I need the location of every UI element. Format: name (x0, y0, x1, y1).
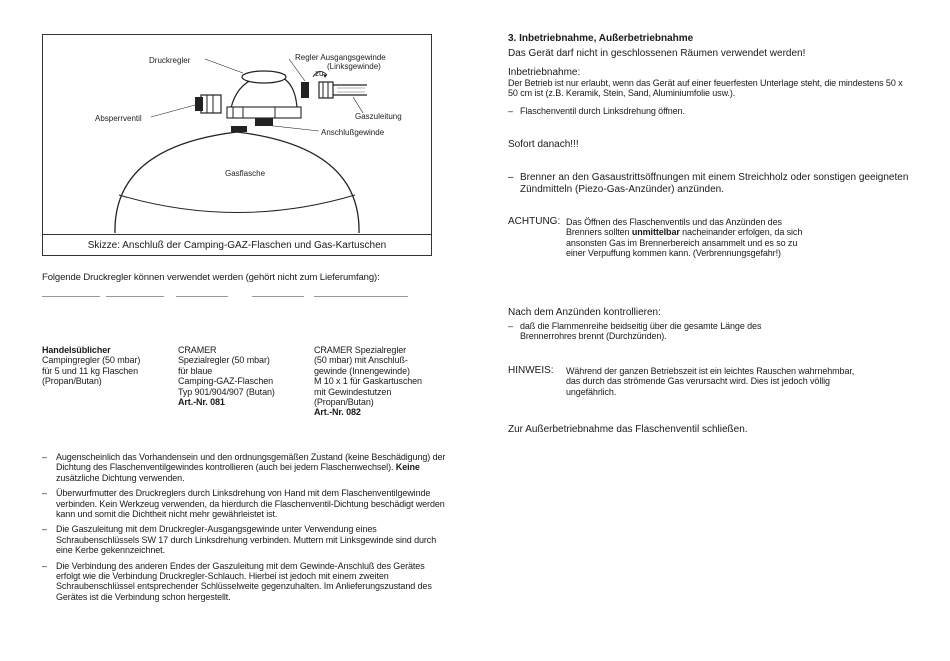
divider (106, 296, 164, 297)
article-number: Art.-Nr. 082 (314, 407, 361, 418)
closing-instruction: Zur Außerbetriebnahme das Flaschenventil schließen. (508, 424, 748, 435)
diagram-box (42, 34, 432, 256)
achtung-label: ACHTUNG: (508, 216, 561, 227)
subheading-kontrollieren: Nach dem Anzünden kontrollieren: (508, 307, 661, 318)
list-item: – Die Verbindung des anderen Endes der Gaszuleitung mit dem Gewinde-Anschluß des Gerätes erfolgt wie die Verbindung Druckregler-Schlauch. Hierbei ist jedoch mit einem zweiten Schraubenschlüssel entsprechender Schlüsselweite gegenzuhalten. Im Anlieferungszustand des Gerätes ist die Verbindung schon hergestellt. (42, 560, 432, 602)
regulator-line: (Propan/Butan) (314, 397, 374, 408)
regulator-cramer-082 (314, 345, 446, 418)
label-anschlussgewinde: Anschlußgewinde (321, 128, 385, 137)
divider (252, 296, 304, 297)
regulator-outlet-thread (301, 82, 309, 98)
divider (42, 296, 100, 297)
regulator-line: M 10 x 1 für Gaskartuschen (314, 376, 422, 387)
divider (176, 296, 228, 297)
article-number: Art.-Nr. 081 (178, 397, 225, 408)
gas-hose (333, 85, 367, 95)
achtung-text: Das Öffnen des Flaschenventils und das Anzünden des Brenners sollten unmittelbar nacheinander erfolgen, da sich ansonsten Gas im Brennerbereich ansammelt und es so zu einer Verpuffung kommen kann. (Verbrennungsgefahr!) (566, 217, 803, 259)
regulator-line: für 5 und 11 kg Flaschen (42, 365, 138, 376)
gas-bottle-outline (115, 132, 359, 233)
section-heading: 3. Inbetriebnahme, Außerbetriebnahme (508, 33, 694, 44)
label-gaszuleitung: Gaszuleitung (355, 112, 402, 121)
regulator-line: Spezialregler (50 mbar) (178, 355, 270, 366)
regulator-cramer-081 (178, 345, 310, 407)
regulator-line: (Propan/Butan) (42, 376, 102, 387)
label-absperrventil: Absperrventil (95, 114, 142, 123)
list-item: – Überwurfmutter des Druckreglers durch Linksdrehung von Hand mit dem Flaschenventilgewinde verbinden. Kein Werkzeug verwenden, da hierdurch die Flaschenventil-Dichtung beschädigt werden kann und somit die Dichtheit nicht mehr gewährleistet ist. (42, 488, 445, 520)
paragraph-surface: Der Betrieb ist nur erlaubt, wenn das Gerät auf einer feuerfesten Unterlage steht, die mindestens 50 x 50 cm ist (z.B. Keramik, Stein, Sand, Aluminiumfolie usw.). (508, 78, 903, 99)
label-gasflasche: Gasflasche (225, 169, 266, 178)
regulator-title: CRAMER Spezialregler (314, 345, 407, 355)
list-item: – Brenner an den Gasaustrittsöffnungen mit einem Streichholz oder sonstigen geeigneten Zündmitteln (Piezo-Gas-Anzünder) anzünden. (508, 172, 909, 195)
regulator-line: für blaue (178, 365, 213, 376)
diagram-caption: Skizze: Anschluß der Camping-GAZ-Flaschen und Gas-Kartuschen (43, 234, 431, 256)
warning-text: Das Gerät darf nicht in geschlossenen Räumen verwendet werden! (508, 48, 806, 59)
label-linksgewinde: (Linksgewinde) (327, 62, 381, 71)
label-regler-ausgangsgewinde: Regler Ausgangsgewinde (295, 53, 386, 62)
hinweis-label: HINWEIS: (508, 365, 554, 376)
gas-connection-diagram (43, 35, 431, 235)
hinweis-text: Während der ganzen Betriebszeit ist ein leichtes Rauschen wahrnehmbar, das durch das strömende Gas verursacht wird. Dies ist jedoch völlig ungefährlich. (566, 366, 855, 397)
divider (314, 296, 408, 297)
gas-bottle-curve (119, 195, 355, 213)
regulator-intro: Folgende Druckregler können verwendet werden (gehört nicht zum Lieferumfang): (42, 272, 380, 283)
connection-instructions (42, 452, 446, 607)
regulator-line: mit Gewindestutzen (314, 386, 392, 397)
bottle-valve (231, 126, 247, 132)
label-druckregler: Druckregler (149, 56, 191, 65)
regulator-standard (42, 345, 174, 387)
shutoff-valve (201, 95, 221, 113)
regulator-line: (50 mbar) mit Anschluß- (314, 355, 408, 366)
regulator-line: Camping-GAZ-Flaschen (178, 376, 274, 387)
list-item: – daß die Flammenreihe beidseitig über die gesamte Länge des Brennerrohres brennt (Durchzünden). (508, 321, 762, 342)
list-item: – Die Gaszuleitung mit dem Druckregler-Ausgangsgewinde unter Verwendung eines Schraubenschlüssels SW 17 durch Linksdrehung verbinden. Muttern mit Linksgewinde sind durch eine Kerbe gekennzeichnet. (42, 524, 437, 556)
regulator-title: CRAMER (178, 345, 217, 355)
subheading-inbetriebnahme: Inbetriebnahme: (508, 67, 581, 78)
sofort-danach: Sofort danach!!! (508, 139, 579, 150)
list-item: – Augenscheinlich das Vorhandensein und den ordnungsgemäßen Zustand (keine Beschädigung) der Dichtung des Flaschenventilgewindes kontrollieren (auch bei jedem Flaschenwechsel). Keine zusätzliche Dichtung verwenden. (42, 452, 446, 483)
regulator-title: Handelsüblicher (42, 345, 111, 355)
regulator-line: Campingregler (50 mbar) (42, 355, 141, 366)
regulator-line: Typ 901/904/907 (Butan) (178, 386, 275, 397)
hose-nut (319, 82, 333, 98)
list-item: – Flaschenventil durch Linksdrehung öffnen. (508, 106, 685, 116)
label-zu: zu (315, 69, 324, 78)
regulator-line: gewinde (Innengewinde) (314, 365, 410, 376)
